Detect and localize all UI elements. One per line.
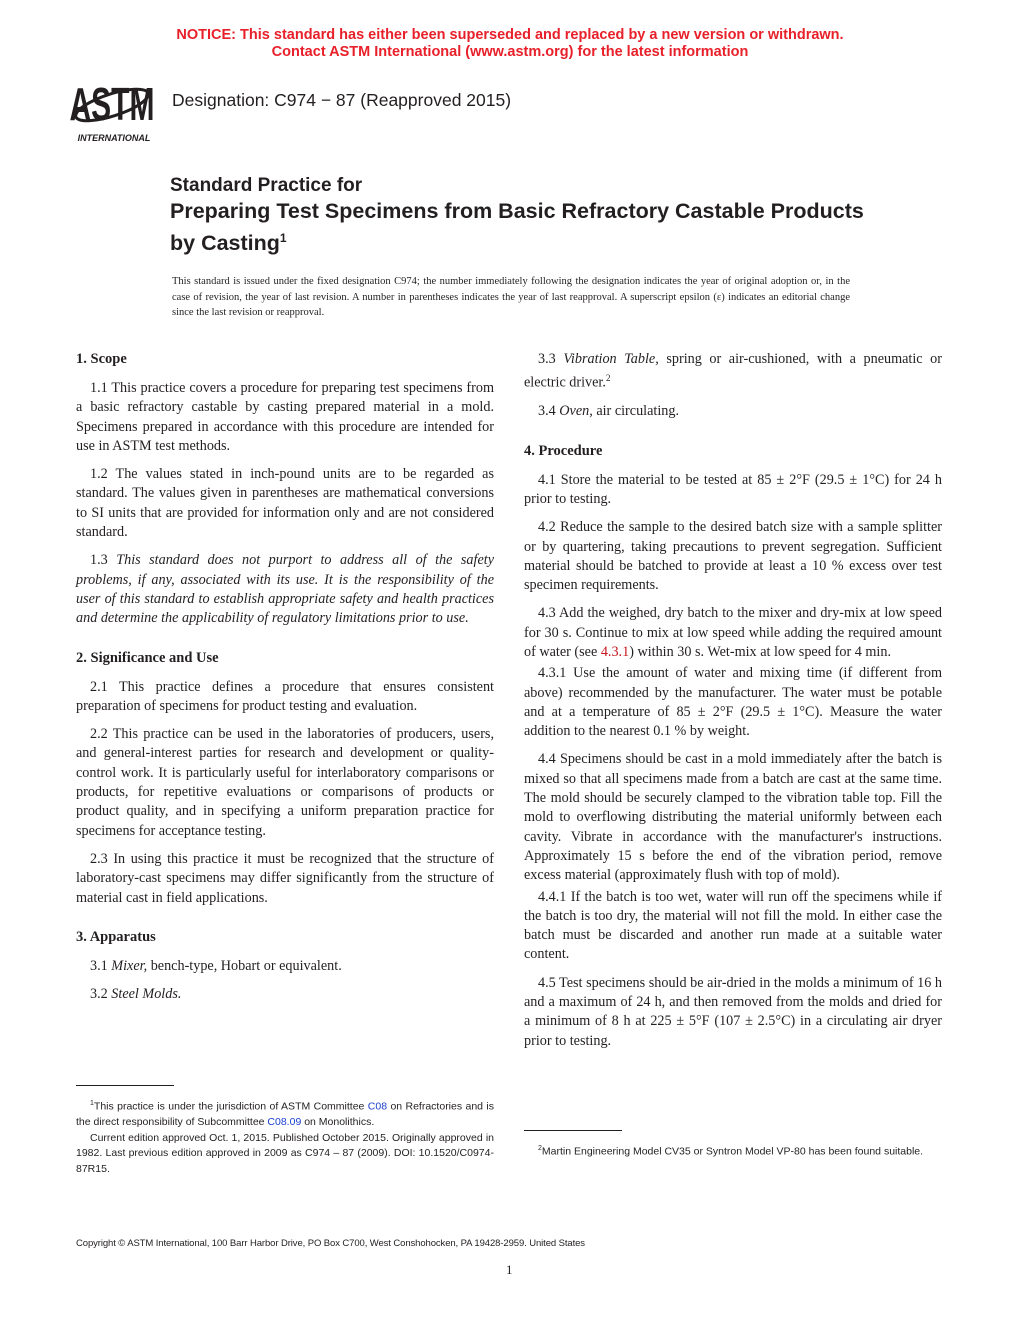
paragraph-1-2: 1.2 The values stated in inch-pound units are to be regarded as standard. The values given in parentheses are mathematical conversions to SI units that are provided for information only and are not considered standard.	[76, 466, 494, 541]
astm-international-logo-icon	[66, 75, 162, 145]
notice-line-1: NOTICE: This standard has either been superseded and replaced by a new version or withdrawn.	[176, 27, 844, 43]
term-vibration-table: Vibration Table,	[563, 351, 659, 367]
designation: Designation: C974 − 87 (Reapproved 2015)	[172, 90, 512, 110]
section-heading-significance: 2. Significance and Use	[76, 649, 219, 666]
paragraph-4-2: 4.2 Reduce the sample to the desired batch size with a sample splitter or by quartering, taking precautions to prevent segregation. Sufficient material should be batched to provide at least a 10 % excess over test specimen requirements.	[524, 519, 942, 594]
subcommittee-link[interactable]: C08.09	[267, 1116, 302, 1128]
footnote-divider	[76, 1085, 174, 1086]
term-description: spring or air-cushioned, with a pneumatic or electric driver.	[524, 351, 942, 392]
term-description: air circulating.	[592, 403, 680, 420]
paragraph-2-3: 2.3 In using this practice it must be recognized that the structure of laboratory-cast specimens may differ significantly from the structure of material cast in field applications.	[76, 850, 494, 906]
footnote-1-jurisdiction	[76, 1096, 494, 1131]
paragraph-3-1	[76, 957, 494, 976]
logo-mark: ASTM	[69, 79, 155, 131]
paragraph-text: 4.3 Add the weighed, dry batch to the mixer and dry-mix at low speed for 30 s. Continue to mix at low speed while adding the required amount of water (see	[524, 605, 942, 660]
safety-caveat: This standard does not purport to address all of the safety problems, if any, associated with its use. It is the responsibility of the user of this standard to establish appropriate safety and health practices and determine the applicability of regulatory limitations prior to use.	[76, 552, 494, 627]
paragraph-3-2	[76, 985, 494, 1004]
footnote-marker: 1	[90, 1100, 94, 1107]
notice-line-2: Contact ASTM International (www.astm.org) for the latest information	[271, 44, 749, 60]
title-text: Preparing Test Specimens from Basic Refractory Castable Products by Casting	[170, 199, 864, 256]
title-footnote-ref[interactable]: 1	[279, 231, 287, 245]
footnote-2	[524, 1141, 942, 1160]
title-kicker: Standard Practice for	[170, 175, 363, 196]
term-mixer: Mixer,	[111, 957, 148, 974]
footnote-2-ref[interactable]: 2	[605, 373, 611, 384]
paragraph-number: 3.2	[90, 986, 112, 1003]
section-heading-scope: 1. Scope	[76, 351, 127, 367]
footnote-divider	[524, 1130, 622, 1131]
paragraph-4-3-1: 4.3.1 Use the amount of water and mixing time (if different from above) recommended by the manufacturer. The water must be potable and at a temperature of 85 ± 2°F (29.5 ± 1°C). Measure the water addition to the nearest 0.1 % by weight.	[524, 665, 942, 740]
section-heading-apparatus: 3. Apparatus	[76, 928, 156, 945]
paragraph-1-1: 1.1 This practice covers a procedure for preparing test specimens from a basic refractory castable by casting prepared material in a mold. Specimens prepared in accordance with this procedure are intended for use in ASTM test methods.	[76, 380, 494, 454]
footnote-2-text	[524, 1141, 942, 1160]
paragraph-text: ) within 30 s. Wet-mix at low speed for 4 min.	[629, 644, 892, 660]
term-description: bench-type, Hobart or equivalent.	[147, 957, 342, 974]
paragraph-4-1: 4.1 Store the material to be tested at 85 ± 2°F (29.5 ± 1°C) for 24 h prior to testing.	[524, 471, 942, 507]
paragraph-number: 3.1	[90, 957, 112, 974]
paragraph-3-4	[524, 402, 942, 421]
supersession-notice	[0, 27, 1020, 61]
paragraph-2-2: 2.2 This practice can be used in the laboratories of producers, users, and general-interest parties for research and development or quality-control work. It is particularly useful for interlaboratory comparisons or products, for repetitive evaluations or comparisons of products or product quality, and in specifying a uniform preparation practice for specimens for acceptance testing.	[76, 726, 494, 839]
term-oven: Oven,	[559, 403, 593, 420]
copyright-notice: Copyright © ASTM International, 100 Barr Harbor Drive, PO Box C700, West Conshohocken, PA 19428-2959. United States	[76, 1238, 585, 1249]
issuance-note: This standard is issued under the fixed designation C974; the number immediately following the designation indicates the year of original adoption or, in the case of revision, the year of last revision. A number in parentheses indicates the year of last reapproval. A superscript epsilon (ε) indicates an editorial change since the last revision or reapproval.	[172, 276, 850, 318]
footnote-marker: 2	[538, 1145, 542, 1152]
footnote-text: on Refractories and is the direct responsibility of Subcommittee	[76, 1100, 494, 1128]
right-column	[524, 350, 942, 1060]
paragraph-4-4: 4.4 Specimens should be cast in a mold immediately after the batch is mixed so that all specimens made from a batch are cast at the same time. The mold should be securely clamped to the vibration table top. Fill the mold to overflowing distributing the material uniformly between each cavity. Vibrate in accordance with the manufacturer's instructions. Approximately 15 s before the end of the vibration period, remove excess material (approximately flush with top of mold).	[524, 751, 942, 884]
title-main	[170, 198, 870, 257]
footnote-text: This practice is under the jurisdiction of ASTM Committee	[93, 1100, 368, 1113]
footnote-1-edition: Current edition approved Oct. 1, 2015. Published October 2015. Originally approved in 1982. Last previous edition approved in 2009 as C974 – 87 (2009). DOI: 10.1520/C0974-87R15.	[76, 1131, 494, 1175]
paragraph-4-3	[524, 604, 942, 662]
paragraph-3-3	[524, 350, 942, 393]
left-column	[76, 350, 494, 1013]
paragraph-4-4-1: 4.4.1 If the batch is too wet, water will run off the specimens while if the batch is too dry, the material will not fill the mold. In either case the batch must be discarded and another run made at a suitable water content.	[524, 888, 942, 963]
paragraph-number: 3.3	[538, 351, 564, 367]
page-number: 1	[506, 1262, 513, 1277]
paragraph-2-1: 2.1 This practice defines a procedure that ensures consistent preparation of specimens for product testing and evaluation.	[76, 678, 494, 714]
paragraph-1-3	[76, 551, 494, 628]
document-title	[170, 174, 870, 257]
footnote-text: on Monolithics.	[301, 1116, 375, 1128]
paragraph-number: 3.4	[538, 403, 560, 420]
section-heading-procedure: 4. Procedure	[524, 442, 603, 459]
committee-link[interactable]: C08	[367, 1100, 388, 1113]
term-steel-molds: Steel Molds.	[111, 986, 182, 1003]
paragraph-number: 1.3	[90, 552, 117, 569]
logo-subtext: INTERNATIONAL	[77, 133, 151, 143]
paragraph-4-5: 4.5 Test specimens should be air-dried in the molds a minimum of 16 h and a maximum of 24 h, and then removed from the molds and dried for a minimum of 8 h at 225 ± 5°F (107 ± 2.5°C) in a circulating air dryer prior to testing.	[524, 974, 942, 1049]
footnote-text: Martin Engineering Model CV35 or Syntron Model VP-80 has been found suitable.	[541, 1145, 924, 1158]
footnote-1	[76, 1096, 494, 1177]
section-4-3-1-link[interactable]: 4.3.1	[600, 644, 630, 660]
